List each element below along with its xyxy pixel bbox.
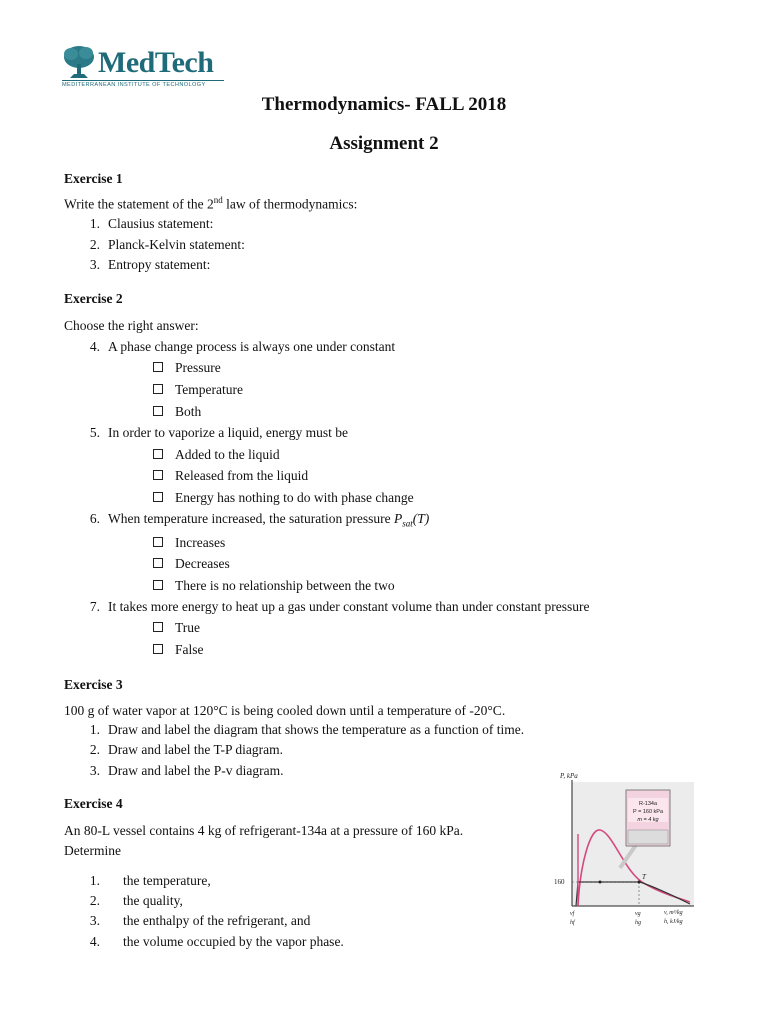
exercise-2-intro: Choose the right answer:	[64, 318, 199, 333]
list-item: 1. Clausius statement:	[89, 216, 214, 231]
list-item: 3. Draw and label the P-v diagram.	[89, 763, 284, 778]
list-item: 2. the quality,	[89, 893, 183, 908]
x-axis-label-2: h, kJ/kg	[664, 919, 683, 925]
list-item: 1. the temperature,	[89, 873, 211, 888]
option-checkbox[interactable]: Pressure	[153, 360, 221, 376]
pressure-value: 160	[554, 878, 565, 886]
exercise-4-determine: Determine	[64, 843, 121, 858]
option-checkbox[interactable]: Both	[153, 404, 201, 420]
vg-label: vg	[635, 911, 641, 917]
tree-icon	[62, 44, 96, 80]
x-axis-label-1: v, m³/kg	[664, 910, 683, 916]
exercise-4-heading: Exercise 4	[64, 796, 123, 811]
tank-liquid	[628, 830, 668, 844]
list-item: 3. the enthalpy of the refrigerant, and	[89, 913, 311, 928]
logo-divider	[62, 80, 224, 81]
hf-label: hf	[570, 920, 575, 926]
option-checkbox[interactable]: Temperature	[153, 382, 243, 398]
option-checkbox[interactable]: Decreases	[153, 556, 230, 572]
exercise-1-heading: Exercise 1	[64, 171, 123, 186]
question-5: 5. In order to vaporize a liquid, energy must be	[89, 425, 349, 440]
document-title: Thermodynamics- FALL 2018	[261, 94, 507, 115]
exercise-3-heading: Exercise 3	[64, 677, 123, 692]
option-checkbox[interactable]: Increases	[153, 535, 225, 551]
pv-diagram	[552, 770, 702, 930]
question-6: 6. When temperature increased, the saturation pressure $P_{sat}(T)$	[89, 511, 430, 529]
logo-subtitle: MEDITERRANEAN INSTITUTE OF TECHNOLOGY	[62, 82, 206, 88]
state-point	[599, 881, 602, 884]
question-4: 4. A phase change process is always one under constant	[89, 339, 396, 354]
list-item: 2. Draw and label the T-P diagram.	[89, 742, 283, 757]
hg-label: hg	[635, 920, 641, 926]
medtech-logo	[62, 44, 228, 94]
list-item: 3. Entropy statement:	[89, 257, 211, 272]
pv-diagram-figure	[552, 770, 702, 930]
y-axis-label: P, kPa	[560, 772, 578, 780]
option-checkbox[interactable]: False	[153, 642, 204, 658]
exercise-2-heading: Exercise 2	[64, 291, 123, 306]
option-checkbox[interactable]: There is no relationship between the two	[153, 578, 395, 594]
sat-vapor-point	[638, 881, 641, 884]
exercise-1-intro: Write the statement of the 2nd law of thermodynamics:	[64, 195, 358, 212]
temperature-point-label: T	[642, 873, 646, 881]
question-7: 7. It takes more energy to heat up a gas under constant volume than under constant pressure	[89, 599, 590, 614]
tank-label-1: R-134a	[638, 801, 658, 807]
tank-label-3: m = 4 kg	[637, 817, 659, 823]
exercise-4-intro: An 80-L vessel contains 4 kg of refrigerant-134a at a pressure of 160 kPa.	[64, 823, 464, 838]
list-item: 4. the volume occupied by the vapor phase.	[89, 934, 344, 949]
option-checkbox[interactable]: Energy has nothing to do with phase change	[153, 490, 414, 506]
option-checkbox[interactable]: True	[153, 620, 200, 636]
list-item: 1. Draw and label the diagram that shows the temperature as a function of time.	[89, 722, 525, 737]
list-item: 2. Planck-Kelvin statement:	[89, 237, 245, 252]
vf-label: vf	[570, 911, 575, 917]
logo-name: MedTech	[98, 46, 214, 79]
option-checkbox[interactable]: Added to the liquid	[153, 447, 280, 463]
document-subtitle: Assignment 2	[329, 133, 439, 154]
option-checkbox[interactable]: Released from the liquid	[153, 468, 308, 484]
tank-label-2: P = 160 kPa	[632, 809, 664, 815]
exercise-3-intro: 100 g of water vapor at 120°C is being cooled down until a temperature of -20°C.	[64, 703, 506, 718]
